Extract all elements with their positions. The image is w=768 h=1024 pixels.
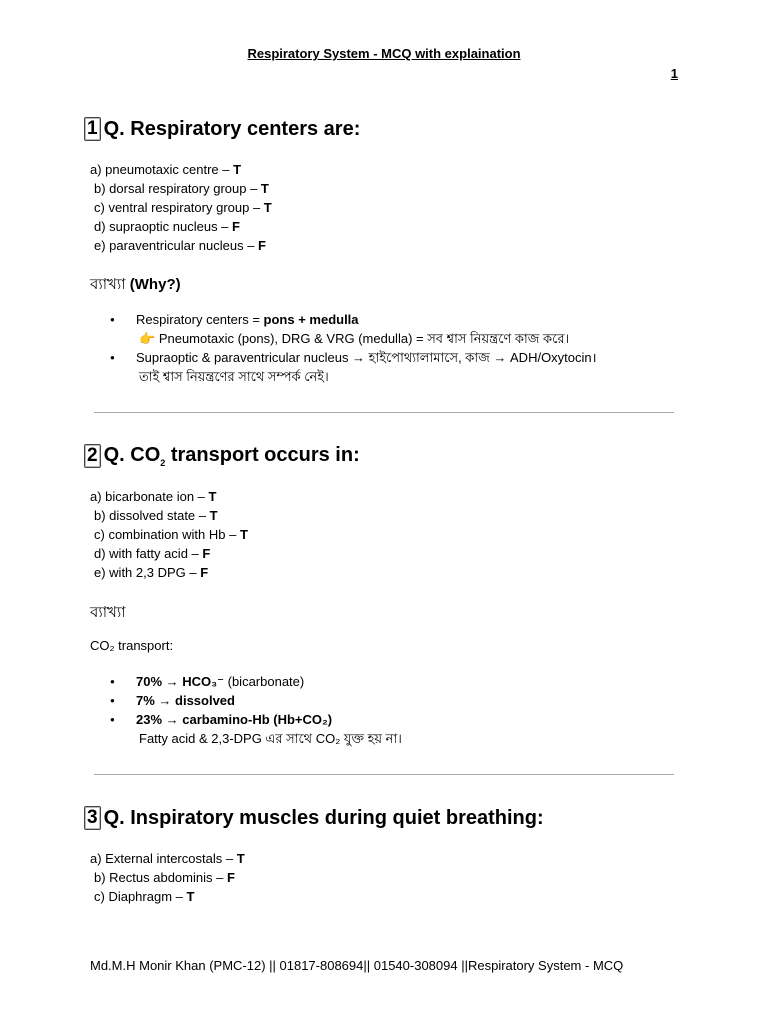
section-divider — [94, 774, 674, 775]
option-c: c) ventral respiratory group – T — [94, 200, 272, 215]
question-1-explanation-list — [110, 310, 597, 386]
option-a: a) bicarbonate ion – T — [90, 489, 217, 504]
option-c: c) combination with Hb – T — [94, 527, 248, 542]
question-3-options — [90, 849, 245, 906]
question-2-explanation-list — [110, 672, 402, 748]
explanation-heading: ব্যাখ্যা (Why?) — [90, 276, 181, 293]
option-a: a) External intercostals – T — [90, 851, 245, 866]
option-b: b) dorsal respiratory group – T — [94, 181, 269, 196]
question-1-heading — [84, 117, 360, 141]
explanation-bullet: ● Supraoptic & paraventricular nucleus → হাইপোথ্যালামাসে, কাজ → ADH/Oxytocin। তাই শ্বাস নিয়ন্ত্রণের সাথে সম্পর্ক নেই। — [110, 348, 597, 386]
question-title: Q. Inspiratory muscles during quiet breathing: — [103, 806, 544, 829]
option-d: d) with fatty acid – F — [94, 546, 211, 561]
page-number: 1 — [670, 66, 678, 81]
page-footer: Md.M.H Monir Khan (PMC-12) || 01817-808694|| 01540-308094 ||Respiratory System - MCQ — [90, 958, 624, 973]
question-2-options — [90, 487, 248, 582]
question-2-heading — [84, 444, 360, 468]
explanation-bullet: ● Respiratory centers = pons + medulla 👉 Pneumotaxic (pons), DRG & VRG (medulla) = সব শ্বাস নিয়ন্ত্রণে কাজ করে। — [110, 310, 597, 348]
option-b: b) Rectus abdominis – F — [94, 870, 235, 885]
question-number-box: 3 — [84, 806, 101, 830]
document-title: Respiratory System - MCQ with explaination — [247, 46, 521, 61]
question-title: Q. Respiratory centers are: — [103, 117, 361, 140]
option-a: a) pneumotaxic centre – T — [90, 162, 242, 177]
option-d: d) supraoptic nucleus – F — [94, 219, 240, 234]
explanation-bullet: ● 70% → HCO₃⁻ (bicarbonate) — [110, 672, 402, 691]
explanation-bullet: ● 7% → dissolved — [110, 691, 402, 710]
option-c: c) Diaphragm – T — [94, 889, 195, 904]
question-3-heading — [84, 806, 544, 830]
question-title: Q. $CO_2$ transport occurs in: — [103, 444, 360, 468]
co2-transport-label: CO₂ transport: — [90, 638, 174, 653]
explanation-bullet: ● 23% → carbamino-Hb (Hb+CO₂) Fatty acid & 2,3-DPG এর সাথে CO₂ যুক্ত হয় না। — [110, 710, 402, 748]
option-b: b) dissolved state – T — [94, 508, 218, 523]
pointing-hand-icon: 👉 — [139, 331, 156, 346]
option-e: e) with 2,3 DPG – F — [94, 565, 209, 580]
question-number-box: 2 — [84, 444, 101, 468]
section-divider — [94, 412, 674, 413]
option-e: e) paraventricular nucleus – F — [94, 238, 266, 253]
question-1-options — [90, 160, 272, 255]
explanation-heading: ব্যাখ্যা — [90, 604, 126, 621]
question-number-box: 1 — [84, 117, 101, 141]
